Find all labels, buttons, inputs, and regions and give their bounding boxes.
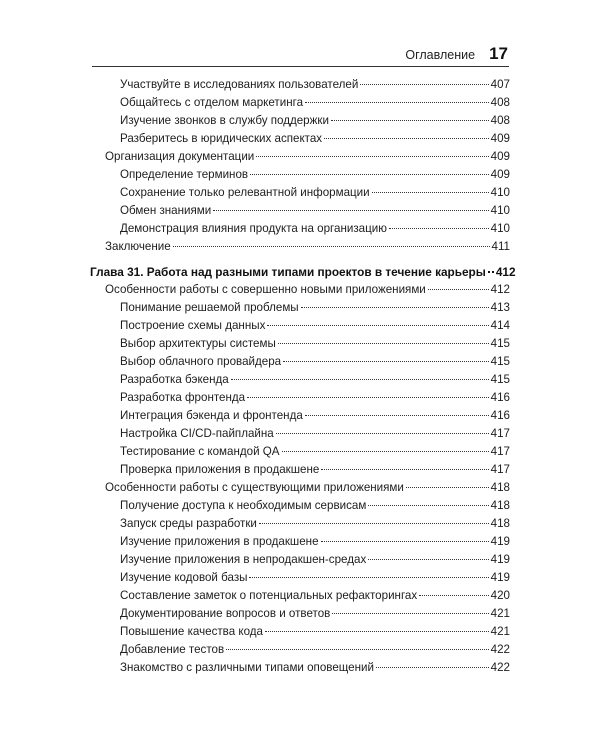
toc-entry-page: 416: [490, 409, 510, 422]
toc-entry-title: Выбор архитектуры системы: [120, 337, 276, 350]
toc-entry-title: Построение схемы данных: [120, 319, 266, 332]
toc-entry: [90, 353, 510, 371]
dot-leader: [321, 541, 489, 542]
dot-leader: [267, 325, 488, 326]
toc-entry-page: 422: [490, 643, 510, 656]
toc-entry-page: 418: [490, 481, 510, 494]
toc-entry-page: 418: [490, 499, 510, 512]
toc-entry-title: Глава 31. Работа над разными типами проектов в течение карьеры: [90, 265, 486, 279]
toc-entry: [90, 407, 510, 425]
toc-entry-title: Запуск среды разработки: [120, 517, 257, 530]
toc-entry-title: Составление заметок о потенциальных рефакторингах: [120, 589, 418, 602]
toc-entry-page: 412: [495, 265, 516, 279]
toc-entry-title: Понимание решаемой проблемы: [120, 301, 299, 314]
toc-entry: [90, 533, 510, 551]
toc-entry-page: 412: [490, 283, 510, 296]
toc-entry-page: 420: [490, 589, 510, 602]
dot-leader: [488, 271, 494, 273]
dot-leader: [305, 102, 489, 103]
toc-entry-title: Изучение приложения в продакшене: [120, 535, 319, 548]
toc-entry-page: 415: [490, 337, 510, 350]
toc-entry: [90, 94, 510, 112]
dot-leader: [305, 415, 489, 416]
toc-entry-page: 418: [490, 517, 510, 530]
dot-leader: [173, 246, 490, 247]
toc-entry: [90, 76, 510, 94]
header-rule: [92, 66, 509, 67]
toc-entry-title: Демонстрация влияния продукта на организацию: [120, 222, 387, 235]
dot-leader: [259, 523, 489, 524]
toc-entry-page: 417: [490, 427, 510, 440]
dot-leader: [249, 577, 488, 578]
dot-leader: [213, 210, 488, 211]
toc-entry: [90, 371, 510, 389]
dot-leader: [250, 174, 489, 175]
toc-entry-title: Выбор облачного провайдера: [120, 355, 282, 368]
dot-leader: [389, 228, 489, 229]
toc-entry: [90, 443, 510, 461]
toc-entry-title: Документирование вопросов и ответов: [120, 607, 331, 620]
toc-entry: [90, 497, 510, 515]
dot-leader: [283, 361, 489, 362]
toc-entry-page: 409: [490, 132, 510, 145]
toc-entry-title: Особенности работы с существующими приложениями: [105, 481, 404, 494]
toc-entry: [90, 479, 510, 497]
running-head-section: Оглавление: [405, 48, 476, 62]
dot-leader: [324, 138, 489, 139]
toc-entry-title: Разработка фронтенда: [120, 391, 246, 404]
toc-entry-page: 410: [490, 222, 510, 235]
dot-leader: [301, 307, 489, 308]
toc-entry-title: Разработка бэкенда: [120, 373, 229, 386]
toc-entry-title: Добавление тестов: [120, 643, 225, 656]
toc-entry: [90, 551, 510, 569]
toc-entry: [90, 515, 510, 533]
toc-entry-title: Заключение: [105, 240, 171, 253]
dot-leader: [331, 120, 489, 121]
toc-chapter-entry: [90, 263, 516, 281]
running-head: [405, 44, 508, 64]
dot-leader: [428, 289, 489, 290]
toc-entry-title: Определение терминов: [120, 168, 249, 181]
toc-entry-title: Общайтесь с отделом маркетинга: [120, 96, 304, 109]
table-of-contents: [90, 76, 516, 677]
toc-entry-page: 419: [490, 553, 510, 566]
toc-entry-page: 415: [490, 355, 510, 368]
toc-entry-title: Настройка CI/CD-пайплайна: [120, 427, 274, 440]
toc-entry: [90, 148, 510, 166]
toc-entry: [90, 425, 510, 443]
dot-leader: [276, 433, 489, 434]
toc-entry-title: Изучение приложения в непродакшен-средах: [120, 553, 367, 566]
dot-leader: [247, 397, 489, 398]
toc-entry-title: Получение доступа к необходимым сервисам: [120, 499, 367, 512]
toc-entry-page: 409: [490, 168, 510, 181]
toc-entry-page: 408: [490, 96, 510, 109]
dot-leader: [321, 469, 488, 470]
dot-leader: [231, 379, 489, 380]
toc-entry: [90, 659, 510, 677]
toc-entry: [90, 238, 510, 256]
dot-leader: [376, 667, 489, 668]
toc-entry-page: 422: [490, 661, 510, 674]
toc-entry-page: 415: [490, 373, 510, 386]
dot-leader: [360, 84, 488, 85]
toc-entry-title: Сохранение только релевантной информации: [120, 186, 370, 199]
toc-entry-page: 410: [490, 204, 510, 217]
dot-leader: [368, 505, 488, 506]
dot-leader: [226, 649, 489, 650]
toc-entry-title: Разберитесь в юридических аспектах: [120, 132, 323, 145]
toc-entry-page: 419: [490, 535, 510, 548]
toc-entry: [90, 587, 510, 605]
toc-entry: [90, 605, 510, 623]
toc-entry-title: Участвуйте в исследованиях пользователей: [120, 78, 359, 91]
toc-entry: [90, 389, 510, 407]
toc-entry: [90, 166, 510, 184]
toc-entry-title: Знакомство с различными типами оповещений: [120, 661, 374, 674]
toc-entry: [90, 220, 510, 238]
toc-entry-title: Изучение кодовой базы: [120, 571, 248, 584]
toc-entry: [90, 569, 510, 587]
toc-entry: [90, 623, 510, 641]
toc-entry-page: 410: [490, 186, 510, 199]
toc-entry: [90, 184, 510, 202]
toc-entry-page: 421: [490, 607, 510, 620]
toc-entry-title: Интеграция бэкенда и фронтенда: [120, 409, 303, 422]
toc-entry-page: 417: [490, 445, 510, 458]
dot-leader: [278, 343, 489, 344]
toc-entry-page: 417: [490, 463, 510, 476]
toc-entry-page: 413: [490, 301, 510, 314]
toc-entry: [90, 335, 510, 353]
toc-entry: [90, 461, 510, 479]
toc-entry-page: 419: [490, 571, 510, 584]
toc-entry-page: 407: [490, 78, 510, 91]
dot-leader: [368, 559, 488, 560]
toc-entry-page: 408: [490, 114, 510, 127]
toc-entry: [90, 202, 510, 220]
toc-entry-page: 409: [490, 150, 510, 163]
dot-leader: [265, 631, 489, 632]
toc-entry-title: Обмен знаниями: [120, 204, 212, 217]
dot-leader: [406, 487, 489, 488]
toc-entry: [90, 317, 510, 335]
toc-entry: [90, 281, 510, 299]
toc-entry: [90, 641, 510, 659]
dot-leader: [372, 192, 489, 193]
toc-entry-title: Организация документации: [105, 150, 255, 163]
toc-entry-title: Тестирование с командой QA: [120, 445, 280, 458]
toc-entry-page: 414: [490, 319, 510, 332]
toc-entry-title: Особенности работы с совершенно новыми приложениями: [105, 283, 426, 296]
toc-entry-title: Изучение звонков в службу поддержки: [120, 114, 329, 127]
dot-leader: [282, 451, 489, 452]
toc-entry-page: 421: [490, 625, 510, 638]
toc-entry: [90, 130, 510, 148]
dot-leader: [256, 156, 488, 157]
dot-leader: [332, 613, 488, 614]
toc-entry-page: 416: [490, 391, 510, 404]
toc-entry-page: 411: [491, 240, 510, 253]
page-number: 17: [489, 44, 508, 63]
toc-entry-title: Повышение качества кода: [120, 625, 263, 638]
dot-leader: [419, 595, 488, 596]
toc-entry-title: Проверка приложения в продакшене: [120, 463, 320, 476]
toc-entry: [90, 112, 510, 130]
toc-entry: [90, 299, 510, 317]
